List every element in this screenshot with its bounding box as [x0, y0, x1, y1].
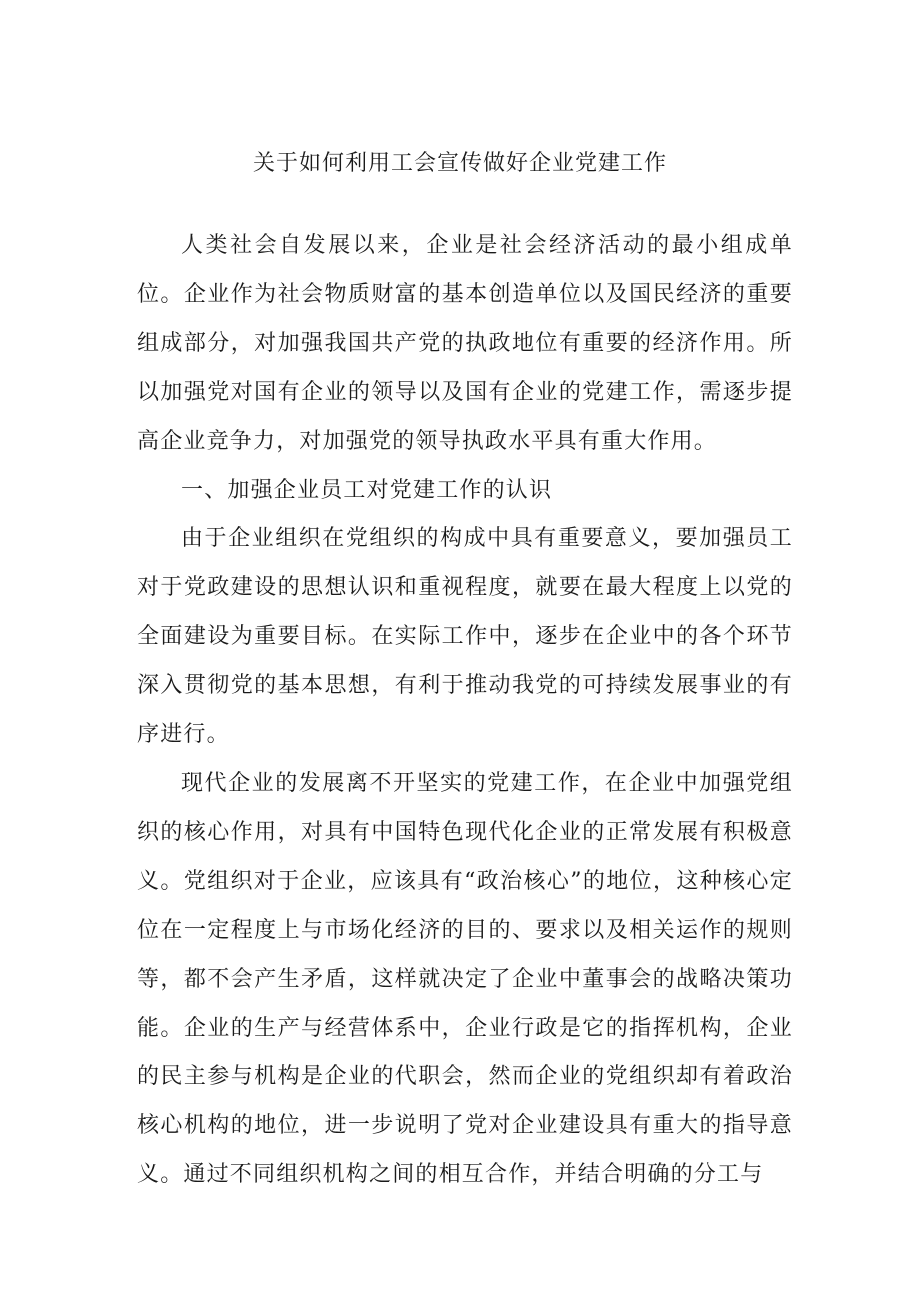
document-body	[137, 222, 793, 1200]
section-paragraph: 由于企业组织在党组织的构成中具有重要意义，要加强员工对于党政建设的思想认识和重视程度，就要在最大程度上以党的全面建设为重要目标。在实际工作中，逐步在企业中的各个环节深入贯彻党的基本思想，有利于推动我党的可持续发展事业的有序进行。	[137, 526, 793, 748]
section-heading: 一、加强企业员工对党建工作的认识	[181, 477, 553, 503]
document-title: 关于如何利用工会宣传做好企业党建工作	[252, 151, 667, 176]
intro-paragraph: 人类社会自发展以来，企业是社会经济活动的最小组成单位。企业作为社会物质财富的基本创造单位以及国民经济的重要组成部分，对加强我国共产党的执政地位有重要的经济作用。所以加强党对国有企业的领导以及国有企业的党建工作，需逐步提高企业竞争力，对加强党的领导执政水平具有重大作用。	[137, 233, 793, 454]
section-paragraph: 现代企业的发展离不开坚实的党建工作，在企业中加强党组织的核心作用，对具有中国特色现代化企业的正常发展有积极意义。党组织对于企业，应该具有“政治核心”的地位，这种核心定位在一定程度上与市场化经济的目的、要求以及相关运作的规则等，都不会产生矛盾，这样就决定了企业中董事会的战略决策功能。企业的生产与经营体系中，企业行政是它的指挥机构，企业的民主参与机构是企业的代职会，然而企业的党组织却有着政治核心机构的地位，进一步说明了党对企业建设具有重大的指导意义。通过不同组织机构之间的相互合作，并结合明确的分工与	[137, 770, 793, 1188]
